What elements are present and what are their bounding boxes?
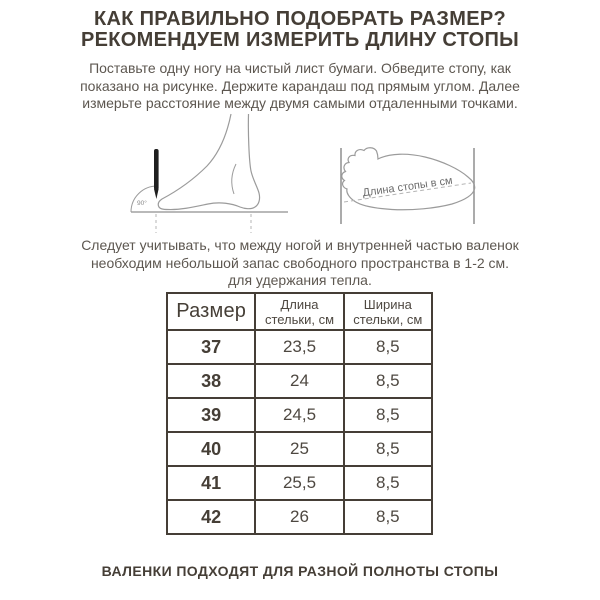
angle-label: 90° <box>137 200 147 207</box>
width-cell: 8,5 <box>344 364 432 398</box>
page-title <box>0 9 600 51</box>
table-row <box>167 364 432 398</box>
width-cell: 8,5 <box>344 466 432 500</box>
length-cell: 24,5 <box>255 398 343 432</box>
header-size: Размер <box>167 293 255 330</box>
note-line3: для удержания тепла. <box>228 272 372 288</box>
intro-line2: показано на рисунке. Держите карандаш под прямым углом. Далее <box>80 77 520 94</box>
page-title-line1: КАК ПРАВИЛЬНО ПОДОБРАТЬ РАЗМЕР? <box>93 8 507 30</box>
foot-outline <box>158 114 259 210</box>
intro-line1: Поставьте одну ногу на чистый лист бумаги. Обведите стопу, как <box>89 60 511 76</box>
length-cell: 26 <box>255 500 343 534</box>
length-cell: 25 <box>255 432 343 466</box>
length-cell: 25,5 <box>255 466 343 500</box>
intro-line3: измерьте расстояние между двумя самыми отдаленными точками. <box>82 95 518 111</box>
size-table-header-row <box>167 293 432 330</box>
table-row <box>167 500 432 534</box>
foot-length-label: Длина стопы в см <box>361 174 454 200</box>
header-insole-width: Ширина стельки, см <box>344 293 432 330</box>
note-line2: необходим небольшой запас свободного пространства в 1-2 см. <box>90 254 510 271</box>
table-row <box>167 466 432 500</box>
foot-tracing-diagram <box>93 112 303 235</box>
table-row <box>167 330 432 364</box>
width-cell: 8,5 <box>344 432 432 466</box>
foot-outline-diagram <box>328 126 488 232</box>
size-cell: 40 <box>167 432 255 466</box>
note-line1: Следует учитывать, что между ногой и внутренней частью валенок <box>81 237 519 253</box>
table-row <box>167 398 432 432</box>
width-cell: 8,5 <box>344 500 432 534</box>
size-cell: 41 <box>167 466 255 500</box>
traced-foot-outline <box>342 148 475 210</box>
length-cell: 24 <box>255 364 343 398</box>
width-cell: 8,5 <box>344 398 432 432</box>
size-cell: 39 <box>167 398 255 432</box>
table-row <box>167 432 432 466</box>
footer-note: ВАЛЕНКИ ПОДХОДЯТ ДЛЯ РАЗНОЙ ПОЛНОТЫ СТОПЫ <box>101 563 499 579</box>
page-title-line2: РЕКОМЕНДУЕМ ИЗМЕРИТЬ ДЛИНУ СТОПЫ <box>80 29 520 51</box>
angle-arc <box>131 186 157 212</box>
pencil-icon <box>154 149 159 199</box>
header-insole-length: Длина стельки, см <box>255 293 343 330</box>
size-table <box>166 292 433 535</box>
size-cell: 42 <box>167 500 255 534</box>
fit-note-paragraph <box>55 237 545 290</box>
intro-paragraph <box>55 60 545 113</box>
length-cell: 23,5 <box>255 330 343 364</box>
size-cell: 38 <box>167 364 255 398</box>
width-cell: 8,5 <box>344 330 432 364</box>
size-cell: 37 <box>167 330 255 364</box>
